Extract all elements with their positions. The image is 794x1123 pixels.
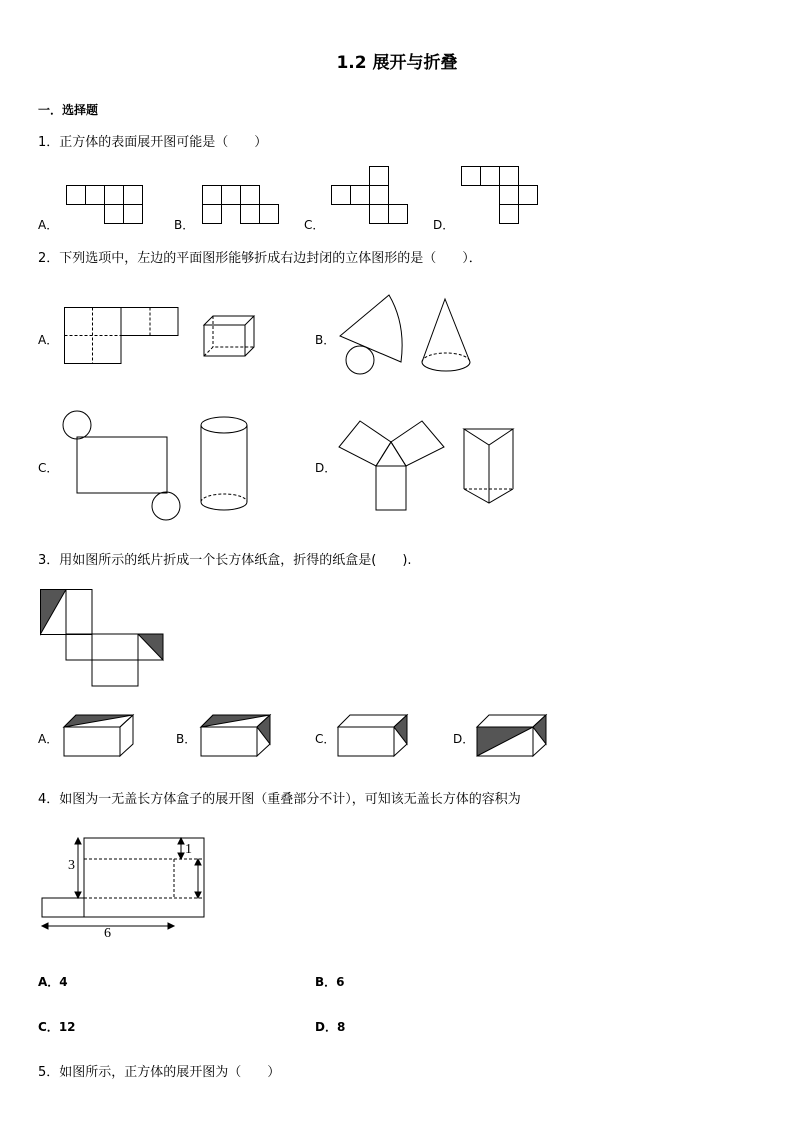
q4-option-a-value: 4: [59, 975, 68, 989]
q3-option-b-label: B．: [176, 732, 197, 746]
q3-box-d: [476, 714, 548, 758]
q4-option-b: [315, 973, 345, 990]
q1-option-a-label: A．: [38, 218, 59, 232]
page-title: 1.2 展开与折叠: [336, 53, 458, 73]
q4-option-d: [315, 1018, 345, 1035]
q2-b-net: [338, 294, 408, 380]
q4-label-height: 3: [68, 858, 75, 873]
q3-box-b: [200, 714, 272, 758]
q4-option-c-label: C．: [38, 1020, 59, 1034]
q4-option-b-label: B．: [315, 975, 337, 989]
section-heading: 一．选择题: [38, 103, 99, 117]
q3-box-c: [337, 714, 409, 758]
q4-option-a: [38, 973, 68, 990]
q2-a-net: [64, 307, 182, 365]
q3-option-c-label: C．: [315, 732, 336, 746]
q3-box-a: [63, 714, 135, 758]
q2-option-c-label: C．: [38, 461, 59, 475]
question-3-text: 3．用如图所示的纸片折成一个长方体纸盒，折得的纸盒是( ).: [38, 553, 412, 568]
q4-option-b-value: 6: [336, 975, 345, 989]
q2-c-net: [62, 410, 184, 522]
q1-option-c-label: C．: [304, 218, 325, 232]
q2-option-d-label: D．: [315, 461, 337, 475]
q4-label-top: 1: [185, 842, 192, 857]
q4-option-d-value: 8: [336, 1020, 346, 1034]
question-4-text: 4．如图为一无盖长方体盒子的展开图（重叠部分不计），可知该无盖长方体的容积为: [38, 792, 521, 807]
q2-d-net: [338, 418, 448, 514]
q2-option-a-label: A．: [38, 333, 59, 347]
q2-d-prism: [463, 427, 517, 507]
q4-option-c: [38, 1018, 76, 1035]
q1-net-b: [202, 185, 282, 227]
q2-a-cube: [203, 315, 257, 359]
question-1-text: 1．正方体的表面展开图可能是（ ）: [38, 135, 268, 150]
q1-net-a: [66, 185, 146, 227]
q3-option-a-label: A．: [38, 732, 59, 746]
question-2-text: 2．下列选项中，左边的平面图形能够折成右边封闭的立体图形的是（ ）．: [38, 251, 482, 266]
question-5-text: 5．如图所示，正方体的展开图为（ ）: [38, 1065, 281, 1080]
q1-option-d-label: D．: [433, 218, 455, 232]
q3-option-d-label: D．: [453, 732, 475, 746]
q1-net-d: [461, 166, 541, 228]
q2-b-cone: [420, 298, 476, 376]
q4-label-width: 6: [104, 926, 111, 941]
q3-net: [40, 589, 166, 689]
q2-option-b-label: B．: [315, 333, 336, 347]
q1-option-b-label: B．: [174, 218, 195, 232]
q1-net-c: [331, 166, 411, 228]
q4-option-d-label: D．: [315, 1020, 337, 1034]
q4-option-a-label: A．: [38, 975, 60, 989]
q4-option-c-value: 12: [58, 1020, 76, 1034]
q2-c-cylinder: [199, 416, 251, 514]
